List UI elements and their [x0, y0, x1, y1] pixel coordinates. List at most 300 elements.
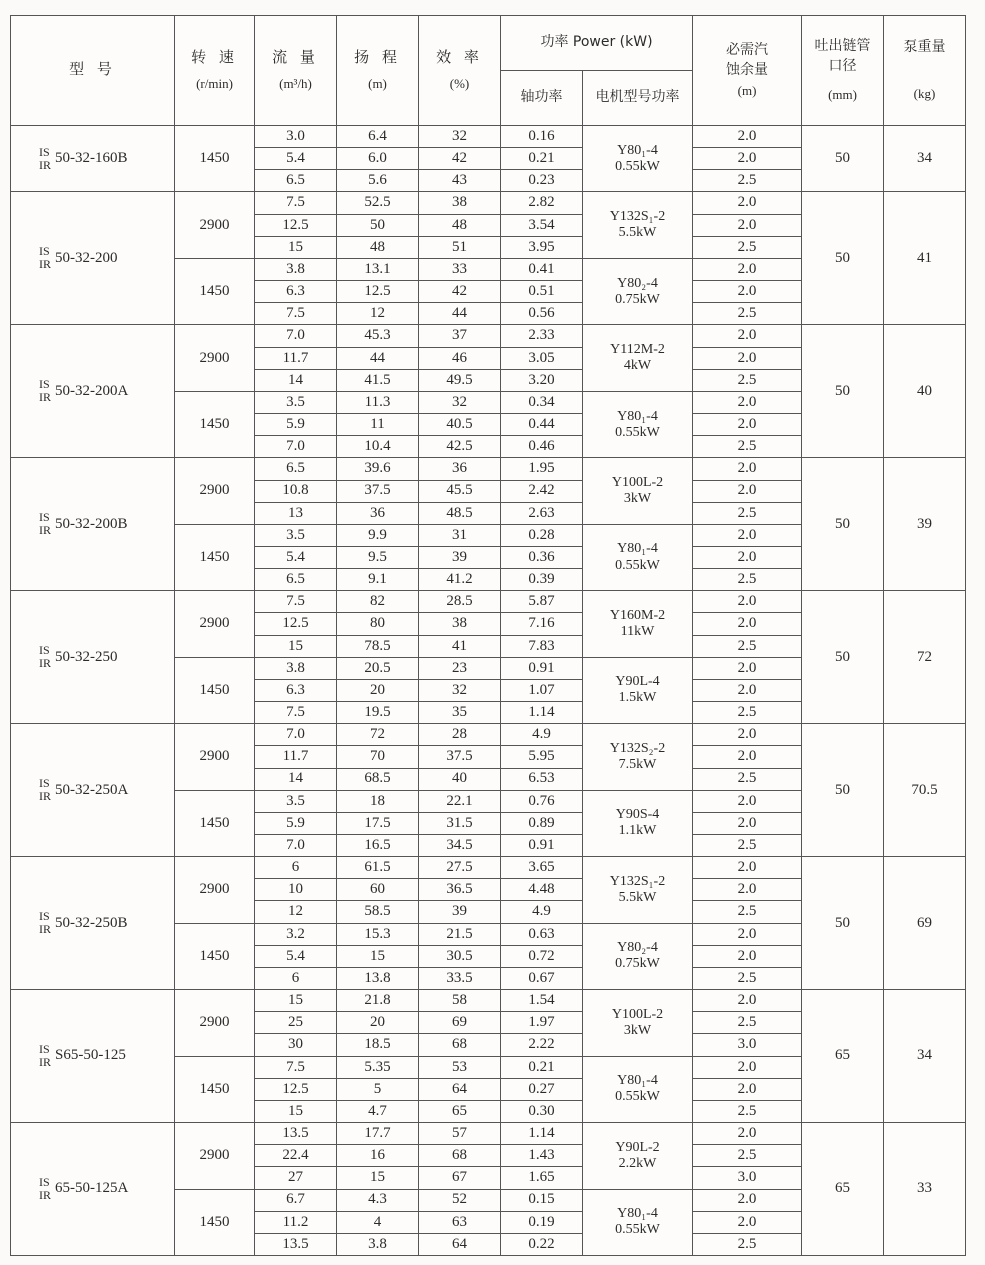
motor-kw: 0.55kW — [615, 1222, 660, 1238]
model-cell — [11, 724, 175, 857]
speed-cell: 1450 — [175, 657, 255, 723]
motor-kw: 3kW — [623, 491, 652, 507]
flow-cell: 15 — [255, 990, 337, 1012]
shaft-power-cell: 4.48 — [501, 879, 583, 901]
table-row — [11, 458, 966, 480]
model-cell — [11, 192, 175, 325]
shaft-power-cell: 3.05 — [501, 347, 583, 369]
head-cell: 9.1 — [337, 569, 419, 591]
shaft-power-cell: 0.27 — [501, 1078, 583, 1100]
motor-kw: 4kW — [623, 358, 652, 374]
flow-cell: 3.2 — [255, 923, 337, 945]
flow-cell: 3.8 — [255, 258, 337, 280]
head-cell: 4.3 — [337, 1189, 419, 1211]
motor-cell — [583, 325, 693, 391]
head-cell: 12 — [337, 303, 419, 325]
speed-cell: 2900 — [175, 325, 255, 391]
speed-cell: 1450 — [175, 258, 255, 324]
head-cell: 48 — [337, 236, 419, 258]
shaft-power-cell: 2.22 — [501, 1034, 583, 1056]
npsh-cell: 2.5 — [693, 967, 802, 989]
shaft-power-cell: 7.83 — [501, 635, 583, 657]
flow-cell: 14 — [255, 768, 337, 790]
flow-cell: 5.9 — [255, 812, 337, 834]
shaft-power-cell: 0.34 — [501, 391, 583, 413]
shaft-power-cell: 1.65 — [501, 1167, 583, 1189]
model-prefix: IS IR — [39, 510, 51, 538]
table-row — [11, 126, 966, 148]
flow-cell: 3.0 — [255, 126, 337, 148]
head-cell: 20.5 — [337, 657, 419, 679]
table-body — [11, 126, 966, 1256]
shaft-power-cell: 0.36 — [501, 546, 583, 568]
flow-cell: 5.4 — [255, 546, 337, 568]
speed-cell: 1450 — [175, 524, 255, 590]
speed-cell: 2900 — [175, 1123, 255, 1189]
efficiency-cell: 41 — [419, 635, 501, 657]
head-cell: 36 — [337, 502, 419, 524]
motor-cell — [583, 258, 693, 324]
npsh-cell: 2.5 — [693, 569, 802, 591]
efficiency-cell: 51 — [419, 236, 501, 258]
shaft-power-cell: 0.23 — [501, 170, 583, 192]
header-efficiency: 效 率 (%) — [419, 16, 501, 126]
shaft-power-cell: 0.41 — [501, 258, 583, 280]
npsh-cell: 2.5 — [693, 436, 802, 458]
npsh-cell: 2.0 — [693, 1189, 802, 1211]
motor-type: Y80₁-4 — [617, 408, 658, 424]
npsh-cell: 2.0 — [693, 923, 802, 945]
efficiency-cell: 32 — [419, 679, 501, 701]
flow-cell: 15 — [255, 236, 337, 258]
efficiency-cell: 52 — [419, 1189, 501, 1211]
model-name: 50-32-250B — [55, 914, 128, 931]
flow-cell: 13.5 — [255, 1123, 337, 1145]
efficiency-cell: 49.5 — [419, 369, 501, 391]
head-cell: 37.5 — [337, 480, 419, 502]
head-cell: 5.6 — [337, 170, 419, 192]
npsh-cell: 2.0 — [693, 1123, 802, 1145]
model-prefix: IS IR — [39, 776, 51, 804]
npsh-cell: 2.0 — [693, 126, 802, 148]
flow-cell: 7.5 — [255, 192, 337, 214]
header-shaft-power: 轴功率 — [501, 71, 583, 126]
motor-cell — [583, 391, 693, 457]
efficiency-cell: 23 — [419, 657, 501, 679]
model-prefix: IS IR — [39, 377, 51, 405]
npsh-cell: 2.0 — [693, 724, 802, 746]
table-row — [11, 192, 966, 214]
head-cell: 41.5 — [337, 369, 419, 391]
speed-cell: 2900 — [175, 192, 255, 258]
shaft-power-cell: 0.21 — [501, 148, 583, 170]
model-cell — [11, 990, 175, 1123]
head-cell: 12.5 — [337, 281, 419, 303]
head-cell: 80 — [337, 613, 419, 635]
flow-cell: 12.5 — [255, 214, 337, 236]
efficiency-cell: 68 — [419, 1145, 501, 1167]
head-cell: 72 — [337, 724, 419, 746]
flow-cell: 14 — [255, 369, 337, 391]
head-cell: 6.4 — [337, 126, 419, 148]
efficiency-cell: 33.5 — [419, 967, 501, 989]
motor-type: Y132S₁-2 — [609, 209, 666, 225]
efficiency-cell: 28 — [419, 724, 501, 746]
shaft-power-cell: 0.56 — [501, 303, 583, 325]
efficiency-cell: 53 — [419, 1056, 501, 1078]
npsh-cell: 2.5 — [693, 502, 802, 524]
model-name: S65-50-125 — [55, 1047, 126, 1064]
efficiency-cell: 39 — [419, 901, 501, 923]
efficiency-cell: 58 — [419, 990, 501, 1012]
npsh-cell: 2.0 — [693, 857, 802, 879]
efficiency-cell: 32 — [419, 391, 501, 413]
shaft-power-cell: 0.46 — [501, 436, 583, 458]
head-cell: 60 — [337, 879, 419, 901]
motor-cell — [583, 923, 693, 989]
efficiency-cell: 44 — [419, 303, 501, 325]
npsh-cell: 2.0 — [693, 591, 802, 613]
flow-cell: 7.5 — [255, 591, 337, 613]
shaft-power-cell: 0.44 — [501, 414, 583, 436]
efficiency-cell: 39 — [419, 546, 501, 568]
head-cell: 39.6 — [337, 458, 419, 480]
speed-cell: 1450 — [175, 391, 255, 457]
header-head: 扬 程 (m) — [337, 16, 419, 126]
head-cell: 18.5 — [337, 1034, 419, 1056]
head-cell: 13.1 — [337, 258, 419, 280]
flow-cell: 6.3 — [255, 679, 337, 701]
shaft-power-cell: 1.07 — [501, 679, 583, 701]
shaft-power-cell: 0.63 — [501, 923, 583, 945]
pump-spec-sheet — [10, 15, 965, 1256]
header-npsh: 必需汽 蚀余量 (m) — [693, 16, 802, 126]
weight-cell: 34 — [884, 990, 966, 1123]
speed-cell: 1450 — [175, 1056, 255, 1122]
npsh-cell: 2.5 — [693, 170, 802, 192]
npsh-cell: 2.0 — [693, 214, 802, 236]
motor-cell — [583, 724, 693, 790]
motor-kw: 0.75kW — [615, 956, 660, 972]
flow-cell: 30 — [255, 1034, 337, 1056]
motor-type: Y80₁-4 — [617, 142, 658, 158]
motor-cell — [583, 790, 693, 856]
efficiency-cell: 64 — [419, 1078, 501, 1100]
npsh-cell: 2.0 — [693, 480, 802, 502]
flow-cell: 6.3 — [255, 281, 337, 303]
motor-kw: 0.55kW — [615, 424, 660, 440]
head-cell: 9.9 — [337, 524, 419, 546]
head-cell: 78.5 — [337, 635, 419, 657]
shaft-power-cell: 0.28 — [501, 524, 583, 546]
efficiency-cell: 40.5 — [419, 414, 501, 436]
motor-type: Y112M-2 — [610, 342, 665, 358]
weight-cell: 69 — [884, 857, 966, 990]
speed-cell: 1450 — [175, 126, 255, 192]
npsh-cell: 2.0 — [693, 1211, 802, 1233]
shaft-power-cell: 1.14 — [501, 1123, 583, 1145]
head-cell: 15 — [337, 1167, 419, 1189]
outlet-cell: 50 — [802, 857, 884, 990]
efficiency-cell: 67 — [419, 1167, 501, 1189]
efficiency-cell: 33 — [419, 258, 501, 280]
model-prefix: IS IR — [39, 1175, 51, 1203]
header-motor-power: 电机型号功率 — [583, 71, 693, 126]
motor-type: Y90S-4 — [615, 807, 660, 823]
efficiency-cell: 31 — [419, 524, 501, 546]
motor-kw: 0.55kW — [615, 557, 660, 573]
header-weight: 泵重量 (kg) — [884, 16, 966, 126]
npsh-cell: 2.0 — [693, 790, 802, 812]
shaft-power-cell: 1.95 — [501, 458, 583, 480]
shaft-power-cell: 1.54 — [501, 990, 583, 1012]
motor-kw: 5.5kW — [618, 225, 657, 241]
shaft-power-cell: 3.65 — [501, 857, 583, 879]
npsh-cell: 2.5 — [693, 369, 802, 391]
head-cell: 52.5 — [337, 192, 419, 214]
flow-cell: 10 — [255, 879, 337, 901]
model-prefix: IS IR — [39, 144, 51, 172]
motor-type: Y160M-2 — [609, 607, 666, 623]
efficiency-cell: 42.5 — [419, 436, 501, 458]
head-cell: 17.7 — [337, 1123, 419, 1145]
npsh-cell: 2.0 — [693, 657, 802, 679]
outlet-cell: 50 — [802, 591, 884, 724]
efficiency-cell: 36 — [419, 458, 501, 480]
efficiency-cell: 48.5 — [419, 502, 501, 524]
motor-cell — [583, 1056, 693, 1122]
model-name: 50-32-160B — [55, 150, 128, 167]
head-cell: 70 — [337, 746, 419, 768]
shaft-power-cell: 0.30 — [501, 1100, 583, 1122]
motor-type: Y80₂-4 — [617, 940, 658, 956]
header-model: 型 号 — [11, 16, 175, 126]
shaft-power-cell: 0.76 — [501, 790, 583, 812]
motor-type: Y132S₁-2 — [609, 873, 666, 889]
motor-cell — [583, 990, 693, 1056]
header-power-group: 功率 Power (kW) — [501, 16, 693, 71]
shaft-power-cell: 0.91 — [501, 835, 583, 857]
flow-cell: 13 — [255, 502, 337, 524]
motor-cell — [583, 126, 693, 192]
motor-cell — [583, 1123, 693, 1189]
shaft-power-cell: 0.21 — [501, 1056, 583, 1078]
head-cell: 4.7 — [337, 1100, 419, 1122]
table-row — [11, 325, 966, 347]
efficiency-cell: 42 — [419, 148, 501, 170]
shaft-power-cell: 0.16 — [501, 126, 583, 148]
flow-cell: 3.5 — [255, 524, 337, 546]
speed-cell: 1450 — [175, 923, 255, 989]
head-cell: 13.8 — [337, 967, 419, 989]
shaft-power-cell: 5.87 — [501, 591, 583, 613]
npsh-cell: 2.5 — [693, 303, 802, 325]
flow-cell: 11.2 — [255, 1211, 337, 1233]
efficiency-cell: 36.5 — [419, 879, 501, 901]
shaft-power-cell: 6.53 — [501, 768, 583, 790]
header-flow: 流 量 (m³/h) — [255, 16, 337, 126]
shaft-power-cell: 5.95 — [501, 746, 583, 768]
outlet-cell: 50 — [802, 126, 884, 192]
flow-cell: 13.5 — [255, 1233, 337, 1255]
npsh-cell: 2.0 — [693, 258, 802, 280]
npsh-cell: 2.0 — [693, 879, 802, 901]
pump-performance-table — [10, 15, 966, 1256]
shaft-power-cell: 0.22 — [501, 1233, 583, 1255]
flow-cell: 25 — [255, 1012, 337, 1034]
head-cell: 44 — [337, 347, 419, 369]
outlet-cell: 50 — [802, 458, 884, 591]
shaft-power-cell: 1.43 — [501, 1145, 583, 1167]
efficiency-cell: 37 — [419, 325, 501, 347]
shaft-power-cell: 0.39 — [501, 569, 583, 591]
model-prefix: IS IR — [39, 244, 51, 272]
efficiency-cell: 37.5 — [419, 746, 501, 768]
flow-cell: 22.4 — [255, 1145, 337, 1167]
npsh-cell: 2.0 — [693, 524, 802, 546]
speed-cell: 2900 — [175, 458, 255, 524]
motor-type: Y80₁-4 — [617, 1073, 658, 1089]
flow-cell: 27 — [255, 1167, 337, 1189]
shaft-power-cell: 0.89 — [501, 812, 583, 834]
npsh-cell: 2.0 — [693, 192, 802, 214]
head-cell: 16.5 — [337, 835, 419, 857]
flow-cell: 7.0 — [255, 325, 337, 347]
motor-kw: 2.2kW — [618, 1155, 657, 1171]
flow-cell: 12.5 — [255, 613, 337, 635]
npsh-cell: 2.0 — [693, 990, 802, 1012]
head-cell: 11 — [337, 414, 419, 436]
head-cell: 4 — [337, 1211, 419, 1233]
efficiency-cell: 46 — [419, 347, 501, 369]
flow-cell: 6.5 — [255, 569, 337, 591]
motor-kw: 11kW — [620, 624, 655, 640]
efficiency-cell: 28.5 — [419, 591, 501, 613]
head-cell: 82 — [337, 591, 419, 613]
head-cell: 19.5 — [337, 702, 419, 724]
head-cell: 68.5 — [337, 768, 419, 790]
motor-cell — [583, 1189, 693, 1256]
shaft-power-cell: 3.95 — [501, 236, 583, 258]
flow-cell: 15 — [255, 635, 337, 657]
head-cell: 6.0 — [337, 148, 419, 170]
table-row — [11, 857, 966, 879]
flow-cell: 11.7 — [255, 347, 337, 369]
shaft-power-cell: 0.91 — [501, 657, 583, 679]
shaft-power-cell: 3.54 — [501, 214, 583, 236]
npsh-cell: 2.0 — [693, 1078, 802, 1100]
weight-cell: 33 — [884, 1123, 966, 1256]
shaft-power-cell: 0.15 — [501, 1189, 583, 1211]
head-cell: 3.8 — [337, 1233, 419, 1255]
shaft-power-cell: 2.33 — [501, 325, 583, 347]
motor-cell — [583, 591, 693, 657]
head-cell: 50 — [337, 214, 419, 236]
weight-cell: 70.5 — [884, 724, 966, 857]
outlet-cell: 50 — [802, 724, 884, 857]
model-prefix: IS IR — [39, 643, 51, 671]
flow-cell: 5.4 — [255, 945, 337, 967]
npsh-cell: 2.0 — [693, 746, 802, 768]
model-name: 50-32-200 — [55, 249, 118, 266]
npsh-cell: 2.0 — [693, 1056, 802, 1078]
npsh-cell: 3.0 — [693, 1167, 802, 1189]
head-cell: 9.5 — [337, 546, 419, 568]
npsh-cell: 2.0 — [693, 945, 802, 967]
shaft-power-cell: 2.82 — [501, 192, 583, 214]
shaft-power-cell: 3.20 — [501, 369, 583, 391]
efficiency-cell: 57 — [419, 1123, 501, 1145]
efficiency-cell: 64 — [419, 1233, 501, 1255]
outlet-cell: 50 — [802, 325, 884, 458]
motor-type: Y100L-2 — [611, 474, 664, 490]
flow-cell: 7.0 — [255, 724, 337, 746]
table-row — [11, 1123, 966, 1145]
head-cell: 58.5 — [337, 901, 419, 923]
head-cell: 21.8 — [337, 990, 419, 1012]
efficiency-cell: 38 — [419, 192, 501, 214]
npsh-cell: 2.0 — [693, 546, 802, 568]
motor-type: Y132S₂-2 — [609, 740, 666, 756]
efficiency-cell: 65 — [419, 1100, 501, 1122]
efficiency-cell: 48 — [419, 214, 501, 236]
npsh-cell: 2.0 — [693, 148, 802, 170]
npsh-cell: 2.5 — [693, 1012, 802, 1034]
model-cell — [11, 857, 175, 990]
model-cell — [11, 126, 175, 192]
shaft-power-cell: 4.9 — [501, 724, 583, 746]
npsh-cell: 2.5 — [693, 702, 802, 724]
head-cell: 45.3 — [337, 325, 419, 347]
table-row — [11, 724, 966, 746]
flow-cell: 7.5 — [255, 303, 337, 325]
model-name: 50-32-200A — [55, 382, 129, 399]
motor-kw: 0.55kW — [615, 158, 660, 174]
head-cell: 15 — [337, 945, 419, 967]
flow-cell: 12.5 — [255, 1078, 337, 1100]
motor-kw: 3kW — [623, 1022, 652, 1038]
npsh-cell: 2.5 — [693, 835, 802, 857]
npsh-cell: 2.5 — [693, 1233, 802, 1255]
header-outlet: 吐出链管 口径 (mm) — [802, 16, 884, 126]
efficiency-cell: 45.5 — [419, 480, 501, 502]
model-name: 50-32-200B — [55, 515, 128, 532]
npsh-cell: 2.0 — [693, 391, 802, 413]
weight-cell: 40 — [884, 325, 966, 458]
motor-type: Y80₁-4 — [617, 1206, 658, 1222]
flow-cell: 11.7 — [255, 746, 337, 768]
flow-cell: 7.0 — [255, 835, 337, 857]
table-row — [11, 990, 966, 1012]
npsh-cell: 2.5 — [693, 901, 802, 923]
speed-cell: 1450 — [175, 790, 255, 856]
outlet-cell: 50 — [802, 192, 884, 325]
efficiency-cell: 22.1 — [419, 790, 501, 812]
flow-cell: 5.4 — [255, 148, 337, 170]
efficiency-cell: 38 — [419, 613, 501, 635]
head-cell: 10.4 — [337, 436, 419, 458]
motor-kw: 1.1kW — [618, 823, 657, 839]
shaft-power-cell: 4.9 — [501, 901, 583, 923]
npsh-cell: 2.5 — [693, 1100, 802, 1122]
shaft-power-cell: 1.97 — [501, 1012, 583, 1034]
model-prefix: IS IR — [39, 1042, 51, 1070]
efficiency-cell: 32 — [419, 126, 501, 148]
flow-cell: 6.7 — [255, 1189, 337, 1211]
npsh-cell: 2.5 — [693, 768, 802, 790]
flow-cell: 7.5 — [255, 702, 337, 724]
efficiency-cell: 43 — [419, 170, 501, 192]
